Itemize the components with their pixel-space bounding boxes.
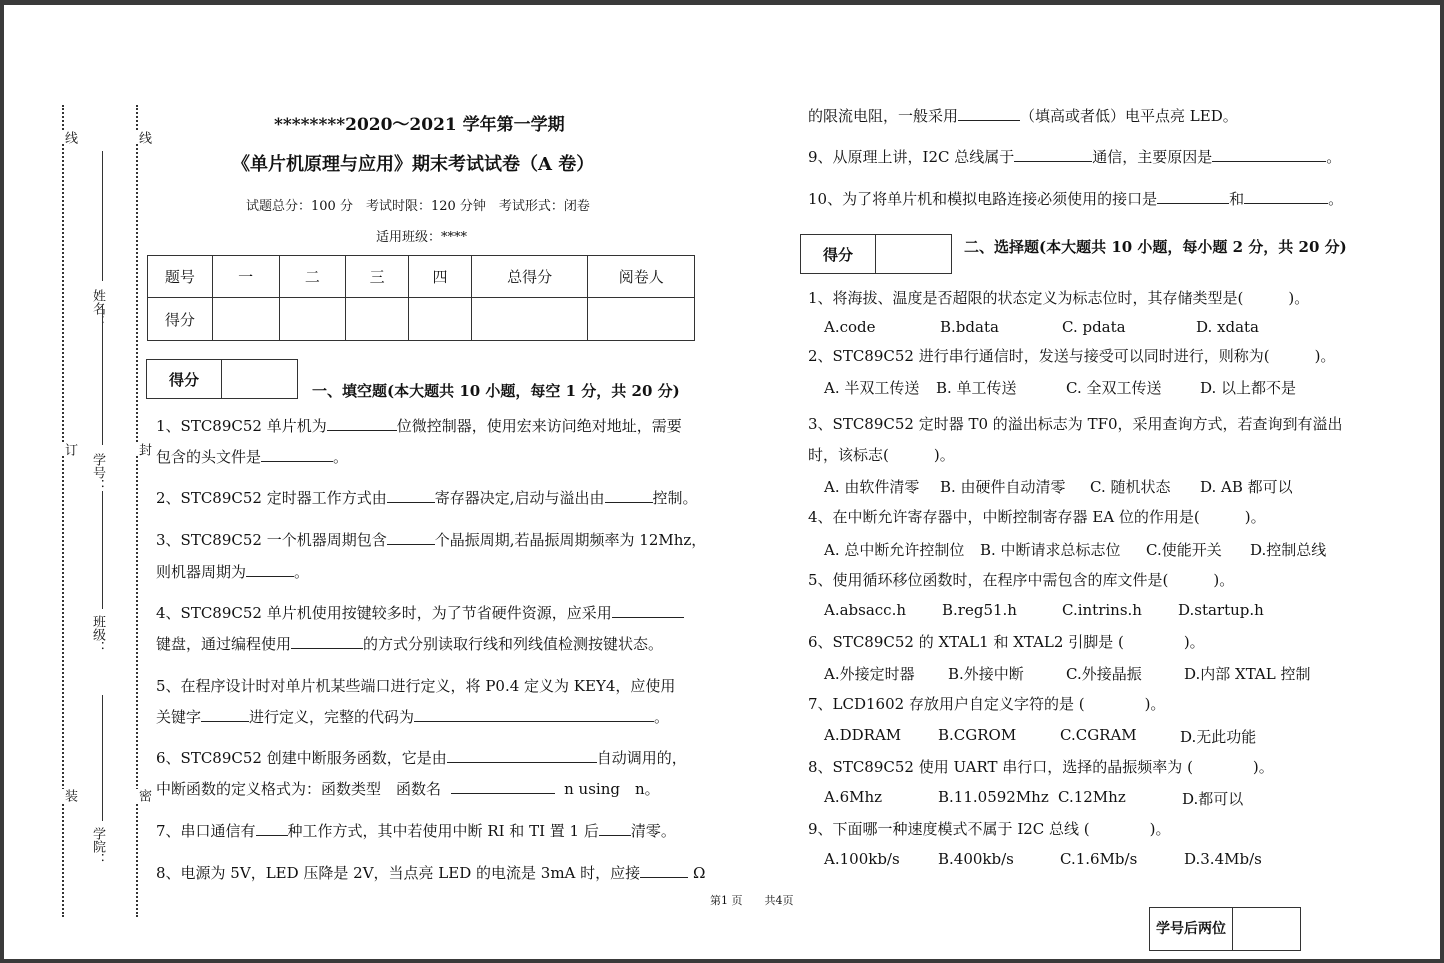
choice-option[interactable]: A. 半双工传送 [824, 379, 920, 397]
text: 寄存器决定,启动与溢出由 [434, 489, 605, 507]
binding-mark-ding: 订 [62, 443, 77, 456]
fill-question-6-line1 [156, 748, 687, 768]
student-id-label: 学号： [90, 453, 105, 492]
fill-question-4-line1 [156, 603, 684, 623]
answer-blank[interactable] [447, 748, 597, 763]
student-id-line[interactable] [102, 305, 103, 445]
text: 10、为了将单片机和模拟电路连接必须使用的接口是 [808, 190, 1158, 208]
answer-blank[interactable] [599, 821, 631, 836]
score-table-header: 四 [409, 256, 472, 298]
text: 自动调用的， [596, 749, 687, 767]
choice-option[interactable]: C.使能开关 [1146, 541, 1222, 559]
text: 。 [294, 563, 310, 581]
answer-blank[interactable] [201, 707, 249, 722]
answer-blank[interactable] [414, 707, 654, 722]
answer-blank[interactable] [1212, 147, 1326, 162]
section1-score-cell[interactable] [222, 360, 297, 398]
binding-mark-xian-inner: 线 [136, 131, 151, 144]
answer-blank[interactable] [1014, 147, 1092, 162]
answer-blank[interactable] [387, 488, 435, 503]
text: 2、STC89C52 定时器工作方式由 [156, 489, 387, 507]
text: 包含的头文件是 [156, 448, 262, 466]
section2-score-cell[interactable] [876, 235, 951, 273]
text: 键盘，通过编程使用 [156, 635, 292, 653]
answer-blank[interactable] [387, 530, 435, 545]
binding-mark-zhuang: 装 [62, 789, 77, 802]
answer-blank[interactable] [291, 634, 363, 649]
text: 关键字 [156, 708, 202, 726]
choice-option[interactable]: C. 随机状态 [1090, 478, 1171, 496]
applicable-class: 适用班级：**** [376, 230, 468, 245]
score-cell[interactable] [471, 298, 588, 341]
text: n using n。 [564, 780, 660, 798]
score-table-header: 一 [212, 256, 279, 298]
text: 8、电源为 5V，LED 压降是 2V，当点亮 LED 的电流是 3mA 时，应接 [156, 864, 641, 882]
text: 位微控制器，使用宏来访问绝对地址，需要 [396, 417, 682, 435]
text: 的方式分别读取行线和列线值检测按键状态。 [363, 635, 664, 653]
last-two-digits-label: 学号后两位 [1150, 908, 1233, 950]
text: 。 [1328, 190, 1344, 208]
choice-option[interactable]: B.外接中断 [948, 665, 1024, 683]
choice-option[interactable]: D.无此功能 [1180, 728, 1257, 746]
answer-blank[interactable] [605, 488, 653, 503]
choice-option[interactable]: A.DDRAM [824, 726, 902, 744]
answer-blank[interactable] [451, 779, 555, 794]
choice-option[interactable]: D. xdata [1196, 318, 1260, 336]
fill-question-4-line2 [156, 634, 663, 654]
score-table-header: 阅卷人 [588, 256, 695, 298]
section2-score-label: 得分 [801, 235, 876, 273]
exam-sheet [4, 5, 1440, 959]
choice-option[interactable]: A.6Mhz [824, 788, 883, 806]
text: 6、STC89C52 创建中断服务函数，它是由 [156, 749, 447, 767]
section1-score-box [146, 359, 298, 399]
exam-info: 试题总分：100 分 考试时限：120 分钟 考试形式：闭卷 [246, 199, 590, 214]
score-cell[interactable] [212, 298, 279, 341]
choice-option[interactable]: B.CGROM [938, 726, 1017, 744]
text: （填高或者低）电平点亮 LED。 [1020, 107, 1238, 125]
last-two-digits-box [1149, 907, 1301, 951]
text: 1、STC89C52 单片机为 [156, 417, 327, 435]
choice-option[interactable]: C.1.6Mb/s [1060, 850, 1138, 868]
score-table-row-label: 得分 [148, 298, 213, 341]
answer-blank[interactable] [327, 416, 397, 431]
college-line[interactable] [102, 695, 103, 821]
text: 。 [1326, 148, 1342, 166]
choice-option[interactable]: D. AB 都可以 [1200, 478, 1293, 496]
choice-option[interactable]: C.intrins.h [1062, 601, 1142, 619]
last-two-digits-cell[interactable] [1233, 908, 1300, 950]
fill-question-2 [156, 488, 698, 508]
fill-question-8-line2 [808, 106, 1238, 126]
student-name-line[interactable] [102, 151, 103, 281]
fill-question-1-line1 [156, 416, 682, 436]
choice-option[interactable]: D.内部 XTAL 控制 [1184, 665, 1311, 683]
exam-title: 《单片机原理与应用》期末考试试卷（A 卷） [232, 154, 595, 175]
text: 。 [654, 708, 670, 726]
text: 5、在程序设计时对单片机某些端口进行定义，将 P0.4 定义为 KEY4，应使用 [156, 677, 676, 695]
answer-blank[interactable] [1157, 189, 1229, 204]
fill-question-6-line2 [156, 779, 660, 799]
choice-option[interactable]: D.3.4Mb/s [1184, 850, 1262, 868]
student-name-label: 姓名： [90, 289, 105, 328]
fill-question-5-line1 [156, 676, 675, 696]
text: 4、STC89C52 单片机使用按键较多时，为了节省硬件资源，应采用 [156, 604, 612, 622]
text: 中断函数的定义格式为：函数类型 函数名 [156, 780, 442, 798]
text: 种工作方式，其中若使用中断 RI 和 TI 置 1 后 [287, 822, 599, 840]
class-line[interactable] [102, 491, 103, 609]
score-table-header: 题号 [148, 256, 213, 298]
answer-blank[interactable] [256, 821, 288, 836]
college-label: 学院： [90, 827, 105, 866]
text: 和 [1229, 190, 1245, 208]
choice-option[interactable]: B.bdata [940, 318, 999, 336]
text: 则机器周期为 [156, 563, 247, 581]
choice-question: 5、使用循环移位函数时，在程序中需包含的库文件是( )。 [808, 571, 1235, 589]
choice-option[interactable]: A.外接定时器 [824, 665, 915, 683]
choice-option[interactable]: D.都可以 [1182, 790, 1244, 808]
score-table [147, 255, 695, 341]
text: Ω [692, 864, 706, 882]
choice-option[interactable]: A.absacc.h [824, 601, 907, 619]
choice-option[interactable]: C.12Mhz [1058, 788, 1126, 806]
binding-mark-mi: 密 [136, 789, 151, 802]
choice-question-cont: 时，该标志( )。 [808, 446, 955, 464]
fill-question-3-line2 [156, 562, 309, 582]
choice-option[interactable]: B. 中断请求总标志位 [980, 541, 1121, 559]
choice-option[interactable]: D. 以上都不是 [1200, 379, 1297, 397]
text: 3、STC89C52 一个机器周期包含 [156, 531, 387, 549]
exam-term-title: ********2020～2021 学年第一学期 [274, 115, 565, 135]
choice-question: 7、LCD1602 存放用户自定义字符的是 ( )。 [808, 695, 1166, 713]
choice-option[interactable]: B. 单工传送 [936, 379, 1017, 397]
answer-blank[interactable] [958, 106, 1020, 121]
section2-title: 二、选择题(本大题共 10 小题，每小题 2 分，共 20 分) [964, 238, 1347, 256]
score-table-header: 总得分 [471, 256, 588, 298]
answer-blank[interactable] [246, 562, 294, 577]
section1-score-label: 得分 [147, 360, 222, 398]
choice-question: 6、STC89C52 的 XTAL1 和 XTAL2 引脚是 ( )。 [808, 633, 1205, 651]
choice-option[interactable]: B.11.0592Mhz [938, 788, 1049, 806]
fill-question-7 [156, 821, 676, 841]
section2-score-box [800, 234, 952, 274]
fill-question-3-line1 [156, 530, 706, 550]
choice-question: 9、下面哪一种速度模式不属于 I2C 总线 ( )。 [808, 820, 1171, 838]
fill-question-5-line2 [156, 707, 669, 727]
class-label: 班级： [90, 615, 105, 654]
text: 的限流电阻，一般采用 [808, 107, 959, 125]
text: 通信，主要原因是 [1092, 148, 1213, 166]
choice-option[interactable]: A.100kb/s [824, 850, 900, 868]
binding-mark-feng: 封 [136, 443, 151, 456]
choice-option[interactable]: B.reg51.h [942, 601, 1017, 619]
text: 9、从原理上讲，I2C 总线属于 [808, 148, 1015, 166]
score-cell[interactable] [588, 298, 695, 341]
choice-question: 8、STC89C52 使用 UART 串行口，选择的晶振频率为 ( )。 [808, 758, 1274, 776]
text: 控制。 [652, 489, 698, 507]
choice-question: 2、STC89C52 进行串行通信时，发送与接受可以同时进行，则称为( )。 [808, 347, 1336, 365]
text: 7、串口通信有 [156, 822, 256, 840]
text: 清零。 [630, 822, 676, 840]
fill-question-1-line2 [156, 447, 348, 467]
choice-option[interactable]: C.外接晶振 [1066, 665, 1142, 683]
score-cell[interactable] [279, 298, 346, 341]
answer-blank[interactable] [261, 447, 333, 462]
score-table-header: 二 [279, 256, 346, 298]
choice-question: 4、在中断允许寄存器中，中断控制寄存器 EA 位的作用是( )。 [808, 508, 1266, 526]
binding-mark-xian: 线 [62, 131, 77, 144]
choice-option[interactable]: B.400kb/s [938, 850, 1014, 868]
choice-option[interactable]: A. 由软件清零 [824, 478, 920, 496]
choice-question: 1、将海拔、温度是否超限的状态定义为标志位时，其存储类型是( )。 [808, 289, 1310, 307]
text: 进行定义，完整的代码为 [249, 708, 415, 726]
fill-question-9 [808, 147, 1341, 167]
score-table-header: 三 [346, 256, 409, 298]
answer-blank[interactable] [1244, 189, 1328, 204]
choice-option[interactable]: B. 由硬件自动清零 [940, 478, 1066, 496]
text: 。 [333, 448, 349, 466]
choice-option[interactable]: D.startup.h [1178, 601, 1264, 619]
page-number: 第1 页 共4页 [710, 894, 794, 907]
choice-option[interactable]: A. 总中断允许控制位 [824, 541, 965, 559]
choice-option[interactable]: C. pdata [1062, 318, 1126, 336]
answer-blank[interactable] [640, 863, 688, 878]
choice-option[interactable]: D.控制总线 [1250, 541, 1327, 559]
fill-question-10 [808, 189, 1343, 209]
score-cell[interactable] [409, 298, 472, 341]
choice-question: 3、STC89C52 定时器 T0 的溢出标志为 TF0，采用查询方式，若查询到有溢出 [808, 415, 1343, 433]
choice-option[interactable]: C.CGRAM [1060, 726, 1137, 744]
score-cell[interactable] [346, 298, 409, 341]
answer-blank[interactable] [612, 603, 684, 618]
fill-question-8-line1 [156, 863, 705, 883]
choice-option[interactable]: C. 全双工传送 [1066, 379, 1162, 397]
text: 个晶振周期,若晶振周期频率为 12Mhz， [434, 531, 707, 549]
choice-option[interactable]: A.code [824, 318, 876, 336]
section1-title: 一、填空题(本大题共 10 小题，每空 1 分，共 20 分) [312, 382, 680, 400]
